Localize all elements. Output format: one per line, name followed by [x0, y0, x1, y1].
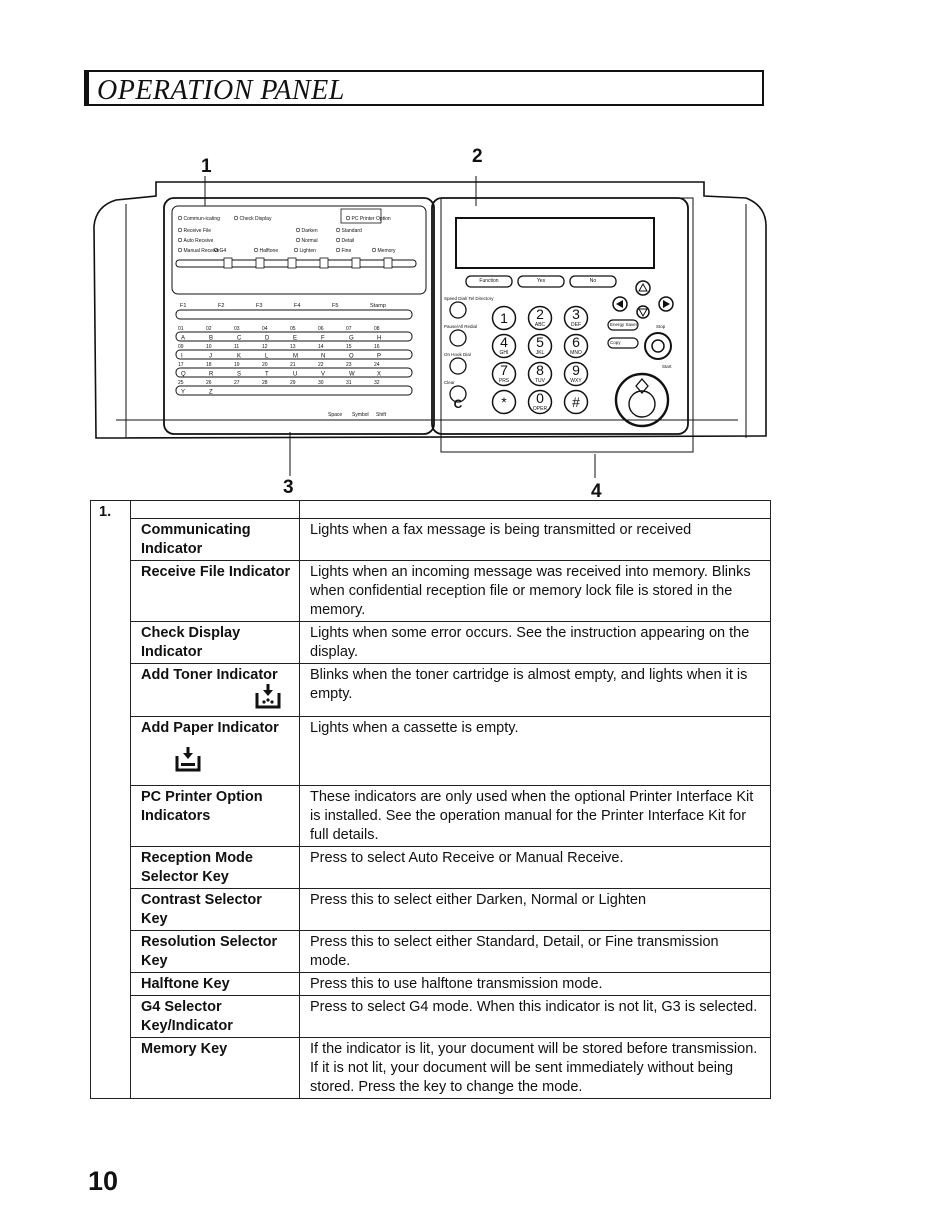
lcd-display [456, 218, 654, 268]
feature-name-text: Reception Mode Selector Key [141, 850, 253, 885]
toner-icon [255, 683, 281, 715]
left-key[interactable] [450, 302, 466, 318]
one-touch-letter: I [181, 353, 183, 360]
indicator-label: Manual Receive [183, 248, 220, 254]
table-row [91, 717, 771, 786]
indicator-label: Check Display [239, 216, 272, 222]
one-touch-number: 13 [290, 344, 296, 350]
feature-name-text: Resolution Selector Key [141, 934, 278, 969]
keypad-digit: # [572, 394, 580, 410]
right-key-label: Start [662, 364, 672, 369]
feature-description: Lights when a fax message is being transmitted or received [300, 519, 771, 561]
one-touch-number: 14 [318, 344, 324, 350]
page-title-box [84, 70, 764, 106]
one-touch-number: 20 [262, 362, 268, 368]
feature-name-text: Memory Key [141, 1041, 228, 1057]
bottom-key-label: Shift [376, 412, 387, 418]
left-key-label: On Hook Dial [444, 352, 471, 357]
indicator-labels [176, 209, 416, 268]
one-touch-number: 05 [290, 326, 296, 332]
indicator-led [254, 248, 258, 252]
indicator-led [178, 216, 182, 220]
header-empty-name [131, 501, 300, 519]
function-key-label: F5 [332, 303, 339, 309]
feature-description: Press this to select either Standard, Detail, or Fine transmission mode. [300, 931, 771, 973]
indicator-label: Detail [341, 238, 355, 244]
left-key-label: Pause/All Redial [444, 324, 478, 329]
clear-key-symbol: C [453, 397, 463, 411]
section-number: 1. [91, 501, 131, 1099]
one-touch-number: 29 [290, 380, 296, 386]
one-touch-letter: D [265, 335, 270, 342]
function-key-label: F3 [256, 303, 263, 309]
keypad-digit: 7 [500, 362, 508, 378]
indicator-label: Fine [341, 248, 352, 254]
feature-description: Press this to use halftone transmission mode. [300, 973, 771, 996]
selector-key[interactable] [256, 258, 264, 268]
table-row [91, 847, 771, 889]
top-button-label: No [589, 278, 597, 284]
one-touch-number: 07 [346, 326, 352, 332]
operation-panel-illustration [86, 176, 770, 496]
table-row [91, 973, 771, 996]
one-touch-letter: K [237, 353, 242, 360]
description-table [90, 500, 771, 1099]
table-row [91, 996, 771, 1038]
paper-icon [175, 746, 291, 778]
function-key-label: F4 [294, 303, 301, 309]
right-keys [608, 320, 672, 369]
feature-description: Lights when a cassette is empty. [300, 717, 771, 786]
indicator-label: G4 [219, 248, 227, 254]
indicator-label: Halftone [259, 248, 279, 254]
one-touch-number: 21 [290, 362, 296, 368]
one-touch-number: 27 [234, 380, 240, 386]
feature-description: Press to select G4 mode. When this indicator is not lit, G3 is selected. [300, 996, 771, 1038]
keypad-letters: OPER [532, 406, 548, 412]
function-key-label: Stamp [370, 303, 386, 309]
feature-description: If the indicator is lit, your document will be stored before transmission. If it is not lit, your document will be sent immediately without being stored. Press the key to change the mode. [300, 1038, 771, 1099]
one-touch-letter: A [181, 335, 186, 342]
feature-name-text: Receive File Indicator [141, 564, 291, 580]
feature-name [131, 622, 300, 664]
feature-name [131, 996, 300, 1038]
feature-name [131, 519, 300, 561]
table-row [91, 664, 771, 717]
table-row [91, 931, 771, 973]
indicator-label: PC Printer Option [351, 216, 391, 222]
feature-name-text: PC Printer Option Indicators [141, 789, 263, 824]
bottom-key-label: Space [328, 412, 343, 418]
keypad-digit: 0 [536, 390, 544, 406]
callout-1: 1 [201, 156, 212, 177]
one-touch-letter: R [209, 371, 214, 378]
one-touch-letter: W [349, 371, 355, 378]
table-row [91, 519, 771, 561]
page-number: 10 [88, 1166, 119, 1196]
left-key[interactable] [450, 358, 466, 374]
feature-name [131, 847, 300, 889]
one-touch-letter: P [377, 353, 382, 360]
one-touch-letter: U [293, 371, 298, 378]
one-touch-letter: B [209, 335, 214, 342]
indicator-label: Receive File [183, 228, 212, 234]
feature-description: Lights when some error occurs. See the instruction appearing on the display. [300, 622, 771, 664]
one-touch-letter: C [237, 335, 242, 342]
indicator-led [178, 248, 182, 252]
feature-name [131, 1038, 300, 1099]
one-touch-number: 01 [178, 326, 184, 332]
indicator-led [336, 238, 340, 242]
indicator-led [178, 238, 182, 242]
keypad-digit: 6 [572, 334, 580, 350]
one-touch-number: 25 [178, 380, 184, 386]
indicator-label: Memory [377, 248, 396, 254]
feature-name-text: Add Paper Indicator [141, 720, 279, 736]
one-touch-number: 32 [374, 380, 380, 386]
indicator-label: Darken [301, 228, 318, 234]
table-row [91, 622, 771, 664]
one-touch-number: 19 [234, 362, 240, 368]
feature-name [131, 931, 300, 973]
keypad-digit: 9 [572, 362, 580, 378]
indicator-led [336, 228, 340, 232]
keypad-digit: 5 [536, 334, 544, 350]
keypad-letters: GHI [499, 350, 509, 356]
one-touch-number: 30 [318, 380, 324, 386]
one-touch-letter: Y [181, 389, 186, 396]
one-touch-number: 31 [346, 380, 352, 386]
table-row [91, 1038, 771, 1099]
feature-name [131, 717, 300, 786]
feature-description: Lights when an incoming message was received into memory. Blinks when confidential reception file or memory lock file is stored in the memory. [300, 561, 771, 622]
indicator-led [178, 228, 182, 232]
function-key-label: F2 [218, 303, 225, 309]
one-touch-number: 22 [318, 362, 324, 368]
one-touch-number: 12 [262, 344, 268, 350]
left-key-label: Clear [444, 380, 455, 385]
top-buttons [466, 276, 616, 287]
page-title: OPERATION PANEL [97, 75, 345, 106]
right-arrow-icon [663, 300, 670, 308]
indicator-label: Lighten [299, 248, 316, 254]
feature-name [131, 561, 300, 622]
one-touch-number: 28 [262, 380, 268, 386]
bottom-key-label: Symbol [352, 412, 369, 418]
feature-description: Press to select Auto Receive or Manual Receive. [300, 847, 771, 889]
one-touch-letter: X [377, 371, 382, 378]
indicator-label: Normal [301, 238, 318, 244]
indicator-led [372, 248, 376, 252]
keypad-digit: 3 [572, 306, 580, 322]
function-key-label: F1 [180, 303, 187, 309]
one-touch-number: 10 [206, 344, 212, 350]
indicator-label: Auto Receive [183, 238, 214, 244]
up-arrow-icon [639, 284, 647, 291]
keypad-letters: PRS [498, 378, 510, 384]
left-arrow-icon [616, 300, 623, 308]
right-panel [432, 198, 688, 434]
one-touch-letter: G [349, 335, 354, 342]
callout-3: 3 [283, 477, 294, 498]
top-button-label: Yes [536, 278, 546, 284]
one-touch-number: 11 [234, 344, 240, 350]
feature-name [131, 786, 300, 847]
indicator-led [234, 216, 238, 220]
one-touch-number: 03 [234, 326, 240, 332]
callout-4: 4 [591, 481, 602, 502]
one-touch-letter: E [293, 335, 298, 342]
one-touch-letter: Q [181, 371, 186, 378]
feature-name [131, 664, 300, 717]
feature-name-text: G4 Selector Key/Indicator [141, 999, 233, 1034]
one-touch-number: 26 [206, 380, 212, 386]
one-touch-number: 18 [206, 362, 212, 368]
feature-name-text: Add Toner Indicator [141, 667, 278, 683]
one-touch-letter: V [321, 371, 326, 378]
one-touch-keys [176, 326, 412, 418]
start-button-inner [629, 391, 655, 417]
one-touch-number: 09 [178, 344, 184, 350]
feature-description: Press this to select either Darken, Normal or Lighten [300, 889, 771, 931]
one-touch-number: 24 [374, 362, 380, 368]
feature-name [131, 889, 300, 931]
feature-description: Blinks when the toner cartridge is almost empty, and lights when it is empty. [300, 664, 771, 717]
one-touch-letter: J [209, 353, 212, 360]
keypad-digit: * [501, 394, 507, 410]
one-touch-number: 15 [346, 344, 352, 350]
keypad-digit: 2 [536, 306, 544, 322]
selector-key[interactable] [288, 258, 296, 268]
feature-name-text: Communicating Indicator [141, 522, 251, 557]
one-touch-letter: F [321, 335, 325, 342]
one-touch-number: 17 [178, 362, 184, 368]
feature-description: These indicators are only used when the optional Printer Interface Kit is installed. See the operation manual for the Printer Interface Kit for full details. [300, 786, 771, 847]
one-touch-letter: S [237, 371, 242, 378]
selector-key[interactable] [384, 258, 392, 268]
one-touch-letter: Z [209, 389, 213, 396]
selector-key[interactable] [352, 258, 360, 268]
feature-name-text: Check Display Indicator [141, 625, 241, 660]
left-key-label: Speed Dial/ Tel Directory [444, 296, 494, 301]
selector-key[interactable] [224, 258, 232, 268]
indicator-led [296, 238, 300, 242]
dial-keypad [493, 306, 588, 414]
function-key-strip[interactable] [176, 310, 412, 319]
one-touch-number: 08 [374, 326, 380, 332]
table-row [91, 561, 771, 622]
one-touch-number: 02 [206, 326, 212, 332]
indicator-led [294, 248, 298, 252]
keypad-letters: TUV [535, 378, 545, 384]
one-touch-number: 06 [318, 326, 324, 332]
callout-2: 2 [472, 146, 483, 167]
right-key-label: Energy Saver [610, 322, 638, 327]
one-touch-letter: H [377, 335, 382, 342]
one-touch-number: 16 [374, 344, 380, 350]
one-touch-number: 23 [346, 362, 352, 368]
one-touch-letter: M [293, 353, 298, 360]
left-key[interactable] [450, 330, 466, 346]
keypad-letters: ABC [534, 322, 546, 328]
keypad-digit: 8 [536, 362, 544, 378]
one-touch-letter: L [265, 353, 269, 360]
left-keys [444, 296, 494, 411]
start-button[interactable] [616, 374, 668, 426]
selector-key[interactable] [320, 258, 328, 268]
top-button-label: Function [479, 278, 499, 284]
one-touch-letter: N [321, 353, 326, 360]
one-touch-letter: O [349, 353, 354, 360]
stop-icon [652, 340, 664, 352]
indicator-led [346, 216, 350, 220]
feature-name-text: Contrast Selector Key [141, 892, 262, 927]
indicator-label: Commun-icating [183, 216, 220, 222]
right-key-label: Copy [610, 340, 621, 345]
stop-button[interactable] [645, 333, 671, 359]
keypad-digit: 1 [500, 310, 508, 326]
table-row [91, 889, 771, 931]
feature-name [131, 973, 300, 996]
function-key-row [176, 303, 412, 319]
indicator-led [296, 228, 300, 232]
one-touch-letter: T [265, 371, 269, 378]
keypad-digit: 4 [500, 334, 508, 350]
keypad-letters: DEF [571, 322, 581, 328]
indicator-label: Standard [341, 228, 362, 234]
table-row [91, 786, 771, 847]
table-header-row [91, 501, 771, 519]
right-key-label: Stop [656, 324, 666, 329]
down-arrow-icon [639, 309, 647, 316]
one-touch-number: 04 [262, 326, 268, 332]
indicator-led [336, 248, 340, 252]
header-empty-desc [300, 501, 771, 519]
feature-name-text: Halftone Key [141, 976, 230, 992]
keypad-letters: WXY [570, 378, 582, 384]
keypad-letters: MNO [570, 350, 582, 356]
keypad-letters: JKL [535, 350, 545, 356]
